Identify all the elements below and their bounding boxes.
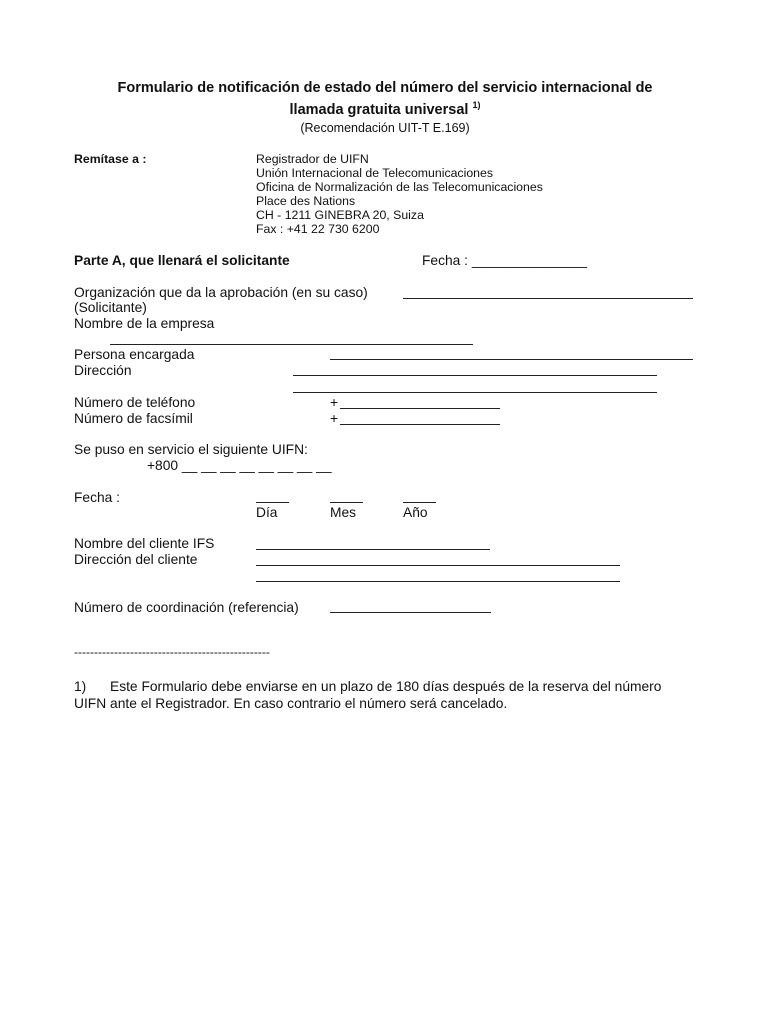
phone-label: Número de teléfono — [74, 395, 196, 410]
client-name-field[interactable] — [256, 549, 490, 550]
day-label: Día — [256, 505, 278, 520]
address-line: Unión Internacional de Telecomunicaciones — [256, 166, 493, 180]
contact-field[interactable] — [330, 359, 693, 360]
month-field[interactable] — [330, 502, 363, 503]
phone-field[interactable] — [340, 408, 500, 409]
month-label: Mes — [330, 505, 357, 520]
address-field[interactable] — [293, 375, 657, 376]
form-title-line2 — [0, 97, 770, 119]
coordination-field[interactable] — [330, 612, 491, 613]
recommendation-ref: (Recomendación UIT-T E.169) — [300, 121, 470, 135]
solicitante-label: (Solicitante) — [74, 300, 147, 315]
fax-field[interactable] — [340, 424, 500, 425]
client-address-field[interactable] — [256, 565, 620, 566]
part-a-heading: Parte A, que llenará el solicitante — [74, 253, 290, 268]
client-name-label: Nombre del cliente IFS — [74, 536, 215, 551]
footnote-text-line2: UIFN ante el Registrador. En caso contrario el número será cancelado. — [74, 696, 508, 711]
client-address-label: Dirección del cliente — [74, 552, 198, 567]
day-field[interactable] — [256, 502, 289, 503]
address-line: Oficina de Normalización de las Telecomunicaciones — [256, 180, 543, 194]
request-date-field[interactable]: Fecha : _______________ — [422, 253, 587, 268]
org-field[interactable] — [403, 298, 693, 299]
address-line: Registrador de UIFN — [256, 152, 369, 166]
address-field[interactable] — [293, 392, 657, 393]
address-label: Dirección — [74, 363, 132, 378]
year-field[interactable] — [403, 502, 436, 503]
address-line: CH - 1211 GINEBRA 20, Suiza — [256, 208, 424, 222]
service-label: Se puso en servicio el siguiente UIFN: — [74, 442, 308, 457]
address-line: Place des Nations — [256, 194, 356, 208]
footnote — [74, 678, 704, 712]
company-field[interactable] — [110, 344, 473, 345]
fax-label: Número de facsímil — [74, 411, 193, 426]
fax-prefix: + — [330, 411, 339, 426]
address-line: Fax : +41 22 730 6200 — [256, 222, 380, 236]
footnote-separator: ------------------------------------------------- — [74, 645, 270, 659]
contact-label: Persona encargada — [74, 347, 195, 362]
phone-prefix: + — [330, 395, 339, 410]
uifn-number-field[interactable]: +800 __ __ __ __ __ __ __ __ — [147, 458, 332, 473]
send-to-label: Remítase a : — [74, 152, 147, 166]
form-title-text: llamada gratuita universal — [289, 102, 469, 118]
date-label: Fecha : — [74, 490, 121, 505]
client-address-field[interactable] — [256, 581, 620, 582]
org-label: Organización que da la aprobación (en su caso) — [74, 285, 368, 300]
form-title-line1: Formulario de notificación de estado del número del servicio internacional de — [117, 80, 653, 96]
company-label: Nombre de la empresa — [74, 316, 215, 331]
footnote-text-line1: Este Formulario debe enviarse en un plazo de 180 días después de la reserva del número — [110, 679, 662, 694]
coordination-label: Número de coordinación (referencia) — [74, 600, 299, 615]
footnote-marker: 1) — [472, 100, 481, 110]
footnote-number: 1) — [74, 679, 87, 694]
year-label: Año — [403, 505, 428, 520]
